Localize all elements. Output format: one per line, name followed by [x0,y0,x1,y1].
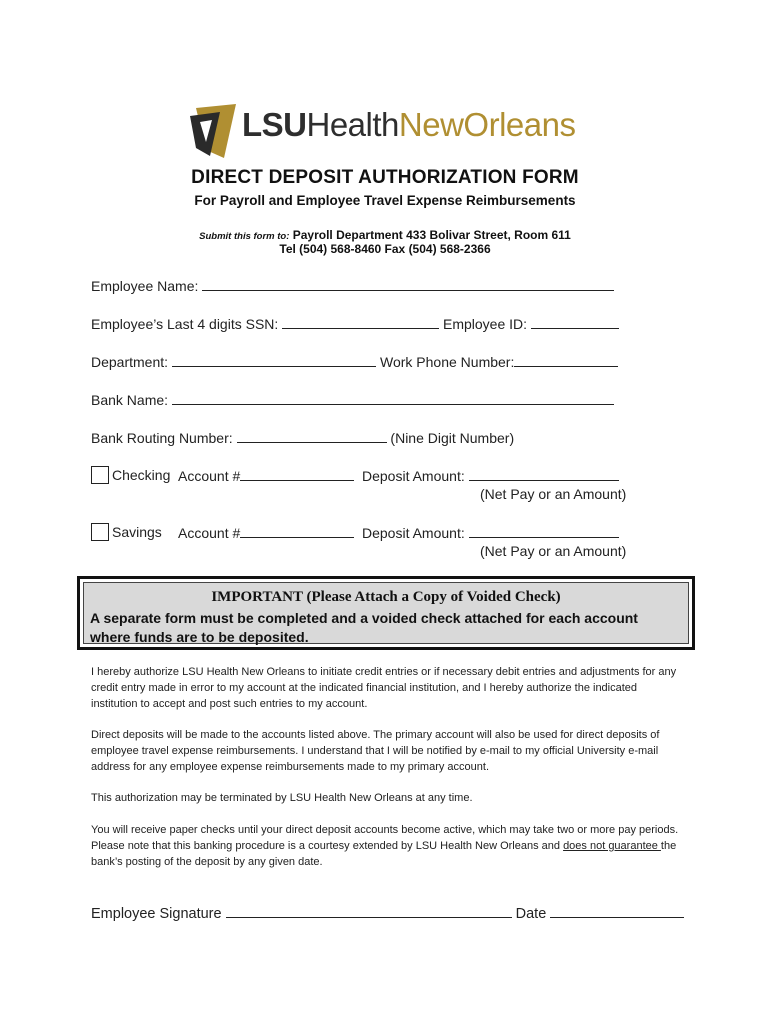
logo-new-orleans: NewOrleans [398,106,576,143]
checking-net-pay-note: (Net Pay or an Amount) [480,486,627,502]
employee-name-row [91,277,614,294]
signature-label: Employee Signature [91,906,222,922]
checking-account-label: Account # [178,468,241,484]
important-box-inner [83,582,689,644]
date-label: Date [515,906,547,922]
savings-deposit-label: Deposit Amount: [362,525,465,541]
important-heading [84,589,688,606]
employee-id-field[interactable] [531,315,619,329]
submit-address: Payroll Department 433 Bolivar Street, Room 611 [292,228,571,242]
logo-lsu: LSU [242,106,307,143]
contact-line: Tel (504) 568-8460 Fax (504) 568-2366 [279,242,491,256]
department-label: Department: [91,354,169,370]
important-title: IMPORTANT [211,589,303,605]
paper-checks-text-end: the bank’s posting of the deposit by any given date. [91,840,677,868]
routing-field[interactable] [237,429,387,443]
submit-lead: Submit this form to: [199,231,290,242]
checking-account-field[interactable] [240,467,354,481]
important-body: A separate form must be completed and a voided check attached for each account where funds are to be deposited. [90,610,638,645]
work-phone-field[interactable] [514,353,618,367]
work-phone-label: Work Phone Number: [380,354,515,370]
signature-field[interactable] [226,904,512,918]
ssn-field[interactable] [282,315,439,329]
form-title: DIRECT DEPOSIT AUTHORIZATION FORM [191,167,579,188]
form-subtitle: For Payroll and Employee Travel Expense Reimbursements [194,193,576,208]
checking-deposit-field[interactable] [469,467,619,481]
logo-health: Health [306,106,399,143]
important-heading-note: (Please Attach a Copy of Voided Check) [302,589,561,605]
checking-label: Checking [112,467,171,483]
checking-deposit-label: Deposit Amount: [362,468,465,484]
submit-line [0,228,770,242]
bank-name-label: Bank Name: [91,392,169,408]
routing-note: (Nine Digit Number) [390,430,515,446]
bank-name-field[interactable] [172,391,614,405]
department-field[interactable] [172,353,376,367]
paper-checks-paragraph [91,822,681,870]
important-box [77,576,695,650]
ssn-label: Employee’s Last 4 digits SSN: [91,316,279,332]
checking-deposit-row [362,467,619,484]
savings-deposit-row [362,524,619,541]
routing-label: Bank Routing Number: [91,430,233,446]
savings-label: Savings [112,524,162,540]
employee-id-label: Employee ID: [443,316,528,332]
savings-account-row [178,524,354,541]
employee-name-field[interactable] [202,277,614,291]
does-not-guarantee-text: does not guarantee [563,840,661,852]
lsu-health-logo [186,100,586,162]
checking-checkbox[interactable] [91,466,109,484]
ssn-row [91,315,439,332]
paper-checks-text-start: You will receive paper checks until your direct deposit accounts become active, which may take two or more pay periods. Please note that this banking procedure is a courtesy extended by LSU Health New Orleans and [91,824,679,852]
date-field[interactable] [550,904,684,918]
employee-id-row [443,315,619,332]
lsu-shield-emblem-icon [186,100,240,162]
savings-account-field[interactable] [240,524,354,538]
work-phone-row [380,353,618,370]
checking-account-row [178,467,354,484]
employee-name-label: Employee Name: [91,278,199,294]
termination-paragraph: This authorization may be terminated by LSU Health New Orleans at any time. [91,792,473,804]
savings-account-label: Account # [178,525,241,541]
authorization-paragraph: I hereby authorize LSU Health New Orleans to initiate credit entries or if necessary debit entries and adjustments for any credit entry made in error to my account at the indicated financial institution, and I hereby authorize the indicated institution to accept and post such entries to my account. [91,666,677,710]
savings-deposit-field[interactable] [469,524,619,538]
direct-deposit-paragraph: Direct deposits will be made to the accounts listed above. The primary account will also be used for direct deposits of employee travel expense reimbursements. I understand that I will be notified by e-mail to my official University e-mail address for any employee expense reimbursements made to my primary account. [91,729,660,773]
department-row [91,353,376,370]
savings-checkbox[interactable] [91,523,109,541]
logo-wordmark [242,108,575,141]
bank-name-row [91,391,614,408]
routing-row [91,429,514,446]
savings-net-pay-note: (Net Pay or an Amount) [480,543,627,559]
signature-row [91,904,684,922]
